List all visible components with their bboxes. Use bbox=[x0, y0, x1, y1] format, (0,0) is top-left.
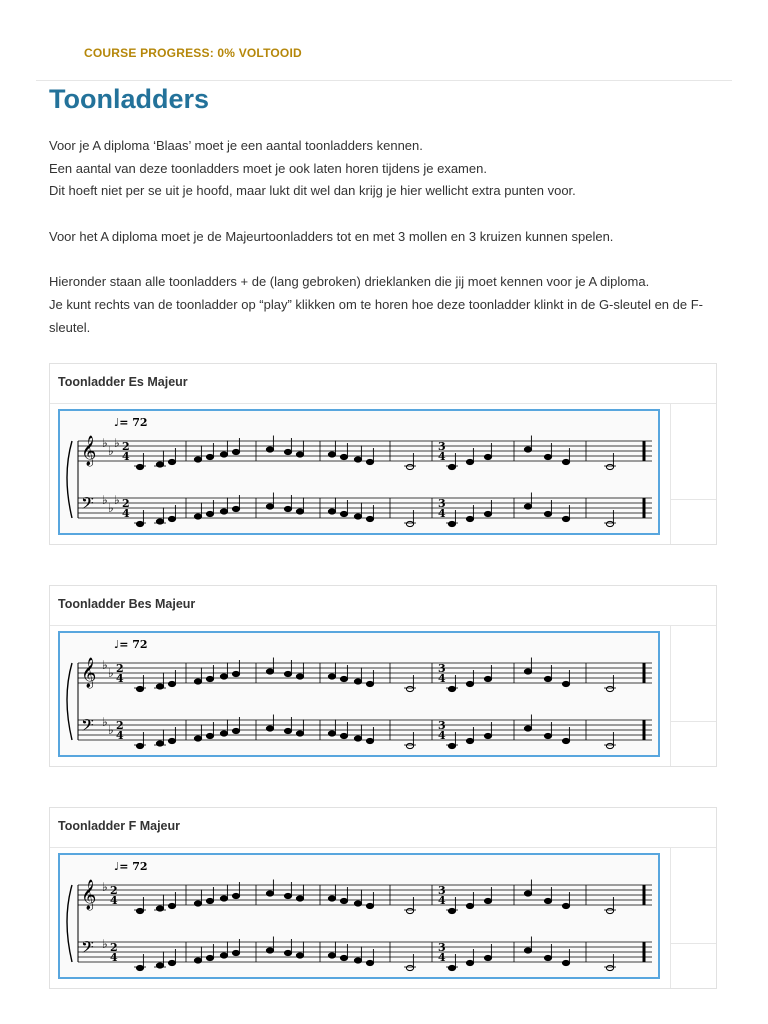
note-head bbox=[406, 521, 413, 526]
note-head bbox=[366, 903, 373, 908]
note-head bbox=[168, 960, 175, 965]
side-column bbox=[670, 403, 671, 544]
note-head bbox=[296, 896, 303, 901]
note-head bbox=[484, 955, 491, 960]
note-head bbox=[466, 903, 473, 908]
note-head bbox=[340, 733, 347, 738]
score-embed[interactable] bbox=[58, 631, 660, 757]
flat-sign: ♭ bbox=[102, 937, 108, 951]
note-head bbox=[562, 738, 569, 743]
note-head bbox=[606, 908, 613, 913]
note-head bbox=[194, 958, 201, 963]
flat-sign: ♭ bbox=[114, 493, 120, 507]
note-head bbox=[296, 509, 303, 514]
note-head bbox=[366, 516, 373, 521]
note-head bbox=[354, 736, 361, 741]
note-head bbox=[354, 901, 361, 906]
note-head bbox=[448, 464, 455, 469]
note-head bbox=[206, 898, 213, 903]
scale-card-es bbox=[49, 363, 717, 545]
treble-clef: 𝄞 bbox=[81, 880, 97, 910]
flat-sign: ♭ bbox=[102, 658, 108, 672]
time-sig-top: 3 bbox=[438, 941, 446, 954]
tempo-marking: ♩= 72 bbox=[114, 416, 148, 429]
note-head bbox=[206, 454, 213, 459]
note-head bbox=[524, 948, 531, 953]
course-progress: COURSE PROGRESS: 0% VOLTOOID bbox=[84, 46, 302, 60]
side-row bbox=[670, 499, 716, 500]
note-head bbox=[340, 898, 347, 903]
note-head bbox=[266, 726, 273, 731]
note-head bbox=[220, 509, 227, 514]
note-head bbox=[284, 893, 291, 898]
note-head bbox=[484, 733, 491, 738]
flat-sign: ♭ bbox=[114, 436, 120, 450]
note-head bbox=[194, 679, 201, 684]
flat-sign: ♭ bbox=[108, 723, 114, 737]
note-head bbox=[232, 449, 239, 454]
flat-sign: ♭ bbox=[108, 666, 114, 680]
note-head bbox=[194, 736, 201, 741]
text-line: Voor het A diploma moet je de Majeurtoonladders tot en met 3 mollen en 3 kruizen kunnen spelen. bbox=[49, 228, 614, 244]
time-sig-bottom: 4 bbox=[110, 951, 118, 964]
note-head bbox=[328, 452, 335, 457]
note-head bbox=[354, 679, 361, 684]
note-head bbox=[168, 738, 175, 743]
tempo-marking: ♩= 72 bbox=[114, 860, 148, 873]
note-head bbox=[340, 454, 347, 459]
time-sig-top: 2 bbox=[110, 941, 118, 954]
note-head bbox=[266, 891, 273, 896]
flat-sign: ♭ bbox=[102, 493, 108, 507]
note-head bbox=[484, 454, 491, 459]
time-sig-bottom: 4 bbox=[438, 729, 446, 742]
note-head bbox=[328, 674, 335, 679]
note-head bbox=[206, 676, 213, 681]
note-head bbox=[562, 903, 569, 908]
note-head bbox=[524, 447, 531, 452]
side-column bbox=[670, 847, 671, 988]
note-head bbox=[606, 521, 613, 526]
bass-clef: 𝄢 bbox=[81, 493, 94, 517]
note-head bbox=[406, 743, 413, 748]
note-head bbox=[448, 743, 455, 748]
note-head bbox=[266, 447, 273, 452]
side-row bbox=[670, 721, 716, 722]
note-head bbox=[406, 464, 413, 469]
note-head bbox=[448, 686, 455, 691]
note-head bbox=[466, 738, 473, 743]
intro-paragraph-3 bbox=[49, 271, 721, 339]
note-head bbox=[340, 511, 347, 516]
flat-sign: ♭ bbox=[102, 715, 108, 729]
time-sig-bottom: 4 bbox=[438, 507, 446, 520]
note-head bbox=[466, 516, 473, 521]
note-head bbox=[606, 686, 613, 691]
note-head bbox=[284, 449, 291, 454]
note-head bbox=[168, 681, 175, 686]
header-divider bbox=[36, 80, 732, 81]
note-head bbox=[328, 953, 335, 958]
time-sig-top: 2 bbox=[116, 719, 124, 732]
note-head bbox=[232, 893, 239, 898]
text-line: Een aantal van deze toonladders moet je ook laten horen tijdens je examen. bbox=[49, 160, 487, 176]
scale-card-f bbox=[49, 807, 717, 989]
note-head bbox=[220, 896, 227, 901]
note-head bbox=[366, 681, 373, 686]
note-head bbox=[606, 743, 613, 748]
note-head bbox=[168, 459, 175, 464]
time-sig-bottom: 4 bbox=[438, 894, 446, 907]
note-head bbox=[136, 464, 143, 469]
note-head bbox=[544, 733, 551, 738]
note-head bbox=[136, 686, 143, 691]
note-head bbox=[206, 511, 213, 516]
note-head bbox=[220, 452, 227, 457]
note-head bbox=[562, 516, 569, 521]
scale-card-title: Toonladder F Majeur bbox=[50, 808, 716, 848]
bass-clef: 𝄢 bbox=[81, 715, 94, 739]
note-head bbox=[544, 511, 551, 516]
time-sig-bottom: 4 bbox=[438, 450, 446, 463]
note-head bbox=[296, 731, 303, 736]
text-line: Je kunt rechts van de toonladder op “play” klikken om te horen hoe deze toonladder klinkt in de G-sleutel en de F-sleutel. bbox=[49, 296, 703, 335]
flat-sign: ♭ bbox=[102, 880, 108, 894]
flat-sign: ♭ bbox=[102, 436, 108, 450]
note-head bbox=[366, 738, 373, 743]
brace bbox=[67, 441, 72, 518]
note-head bbox=[194, 457, 201, 462]
note-head bbox=[220, 674, 227, 679]
time-sig-top: 3 bbox=[438, 662, 446, 675]
brace bbox=[67, 663, 72, 740]
note-head bbox=[544, 955, 551, 960]
note-head bbox=[220, 731, 227, 736]
note-head bbox=[448, 521, 455, 526]
score-embed[interactable] bbox=[58, 409, 660, 535]
scale-card-bes bbox=[49, 585, 717, 767]
grand-staff bbox=[60, 633, 658, 755]
time-sig-bottom: 4 bbox=[122, 450, 130, 463]
flat-sign: ♭ bbox=[108, 444, 114, 458]
time-sig-top: 2 bbox=[122, 440, 130, 453]
note-head bbox=[296, 953, 303, 958]
note-head bbox=[466, 459, 473, 464]
text-line: Hieronder staan alle toonladders + de (lang gebroken) drieklanken die jij moet kennen voor je A diploma. bbox=[49, 274, 650, 290]
note-head bbox=[354, 457, 361, 462]
note-head bbox=[168, 903, 175, 908]
note-head bbox=[266, 948, 273, 953]
text-line: Voor je A diploma ‘Blaas’ moet je een aantal toonladders kennen. bbox=[49, 138, 423, 153]
time-sig-top: 3 bbox=[438, 497, 446, 510]
note-head bbox=[562, 459, 569, 464]
note-head bbox=[232, 671, 239, 676]
note-head bbox=[524, 891, 531, 896]
intro-content bbox=[49, 135, 721, 339]
note-head bbox=[266, 504, 273, 509]
time-sig-top: 2 bbox=[116, 662, 124, 675]
note-head bbox=[448, 908, 455, 913]
note-head bbox=[296, 674, 303, 679]
treble-clef: 𝄞 bbox=[81, 436, 97, 466]
note-head bbox=[284, 728, 291, 733]
note-head bbox=[340, 955, 347, 960]
note-head bbox=[354, 514, 361, 519]
scale-card-title: Toonladder Bes Majeur bbox=[50, 586, 716, 626]
note-head bbox=[194, 901, 201, 906]
note-head bbox=[136, 908, 143, 913]
note-head bbox=[194, 514, 201, 519]
note-head bbox=[284, 950, 291, 955]
grand-staff bbox=[60, 411, 658, 533]
note-head bbox=[328, 509, 335, 514]
note-head bbox=[220, 953, 227, 958]
note-head bbox=[562, 681, 569, 686]
time-sig-bottom: 4 bbox=[438, 951, 446, 964]
note-head bbox=[340, 676, 347, 681]
note-head bbox=[206, 955, 213, 960]
tempo-marking: ♩= 72 bbox=[114, 638, 148, 651]
time-sig-bottom: 4 bbox=[110, 894, 118, 907]
note-head bbox=[484, 511, 491, 516]
note-head bbox=[232, 506, 239, 511]
note-head bbox=[466, 960, 473, 965]
note-head bbox=[406, 908, 413, 913]
page-title: Toonladders bbox=[49, 84, 210, 114]
side-row bbox=[670, 943, 716, 944]
note-head bbox=[366, 459, 373, 464]
note-head bbox=[266, 669, 273, 674]
time-sig-bottom: 4 bbox=[116, 729, 124, 742]
time-sig-bottom: 4 bbox=[122, 507, 130, 520]
note-head bbox=[406, 965, 413, 970]
note-head bbox=[296, 452, 303, 457]
score-embed[interactable] bbox=[58, 853, 660, 979]
note-head bbox=[136, 743, 143, 748]
side-column bbox=[670, 625, 671, 766]
treble-clef: 𝄞 bbox=[81, 658, 97, 688]
note-head bbox=[406, 686, 413, 691]
brace bbox=[67, 885, 72, 962]
note-head bbox=[284, 506, 291, 511]
note-head bbox=[366, 960, 373, 965]
note-head bbox=[606, 965, 613, 970]
intro-paragraph-1 bbox=[49, 135, 721, 203]
time-sig-top: 3 bbox=[438, 440, 446, 453]
note-head bbox=[232, 728, 239, 733]
note-head bbox=[606, 464, 613, 469]
intro-paragraph-2 bbox=[49, 226, 721, 249]
grand-staff bbox=[60, 855, 658, 977]
note-head bbox=[232, 950, 239, 955]
note-head bbox=[136, 965, 143, 970]
time-sig-top: 2 bbox=[110, 884, 118, 897]
note-head bbox=[484, 676, 491, 681]
note-head bbox=[354, 958, 361, 963]
time-sig-bottom: 4 bbox=[116, 672, 124, 685]
note-head bbox=[524, 726, 531, 731]
bass-clef: 𝄢 bbox=[81, 937, 94, 961]
time-sig-top: 3 bbox=[438, 884, 446, 897]
note-head bbox=[206, 733, 213, 738]
note-head bbox=[484, 898, 491, 903]
note-head bbox=[562, 960, 569, 965]
note-head bbox=[284, 671, 291, 676]
scale-card-title: Toonladder Es Majeur bbox=[50, 364, 716, 404]
time-sig-bottom: 4 bbox=[438, 672, 446, 685]
note-head bbox=[168, 516, 175, 521]
time-sig-top: 2 bbox=[122, 497, 130, 510]
text-line: Dit hoeft niet per se uit je hoofd, maar lukt dit wel dan krijg je hier wellicht extra punten voor. bbox=[49, 183, 576, 199]
note-head bbox=[466, 681, 473, 686]
flat-sign: ♭ bbox=[108, 501, 114, 515]
note-head bbox=[448, 965, 455, 970]
note-head bbox=[136, 521, 143, 526]
note-head bbox=[544, 898, 551, 903]
note-head bbox=[524, 504, 531, 509]
note-head bbox=[544, 454, 551, 459]
note-head bbox=[544, 676, 551, 681]
note-head bbox=[524, 669, 531, 674]
note-head bbox=[328, 896, 335, 901]
note-head bbox=[328, 731, 335, 736]
time-sig-top: 3 bbox=[438, 719, 446, 732]
